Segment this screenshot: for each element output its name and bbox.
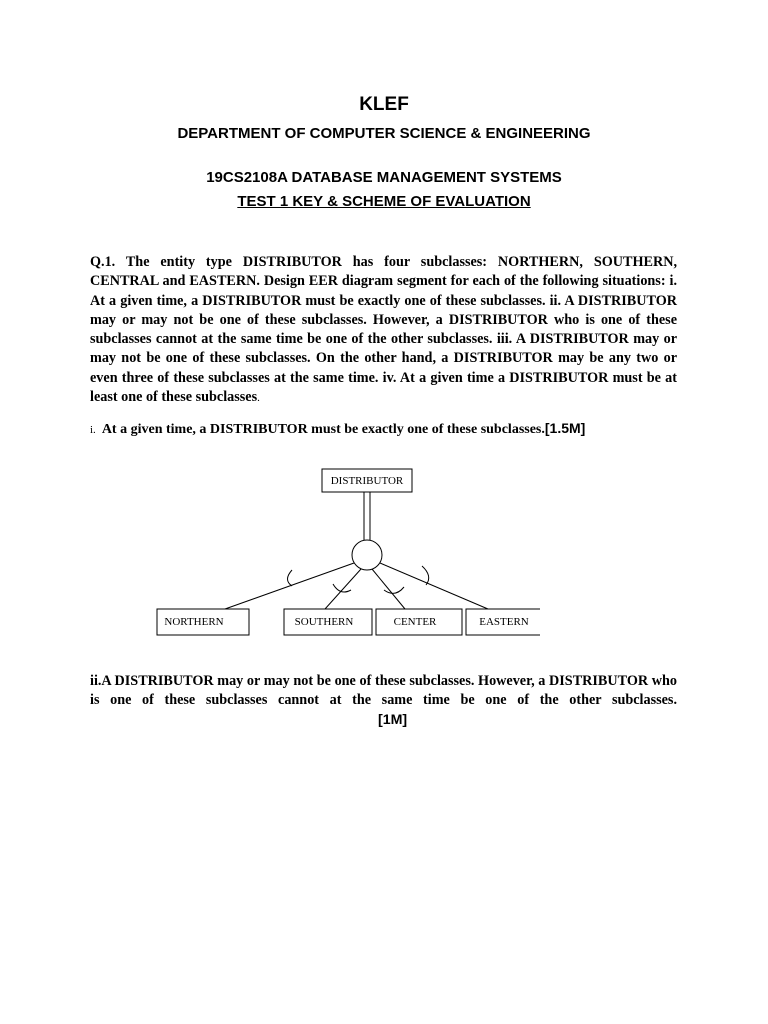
subclass-label-southern: SOUTHERN [294, 616, 354, 628]
subclass-label-northern: NORTHERN [164, 616, 224, 628]
specialization-circle [352, 540, 382, 570]
link-eastern [380, 563, 488, 609]
question-1-end: . [257, 392, 260, 405]
question-1 [90, 253, 677, 408]
superclass-label: DISTRIBUTOR [330, 475, 404, 487]
part-ii [90, 672, 677, 730]
part-i-marks: [1.5M] [544, 420, 586, 436]
subclass-label-center: CENTER [393, 616, 437, 628]
test-title: TEST 1 KEY & SCHEME OF EVALUATION [237, 193, 531, 210]
question-1-text: Q.1. The entity type DISTRIBUTOR has four subclasses: NORTHERN, SOUTHERN, CENTRAL and EASTERN. Design EER diagram segment for each of the following situations: i. At a given time, a DISTRIBUTOR must be exactly one of these subclasses. ii. A DISTRIBUTOR may or may not be one of these subclasses. However, a DISTRIBUTOR who is one of these subclasses cannot at the same time be one of the other subclasses. iii. A DISTRIBUTOR may or may not be one of these subclasses. On the other hand, a DISTRIBUTOR may be any two or even three of these subclasses at the same time. iv. At a given time a DISTRIBUTOR must be at least one of these subclasses [90, 254, 677, 406]
link-center [372, 569, 405, 609]
part-ii-marks: [1M] [378, 711, 408, 728]
course-title: 19CS2108A DATABASE MANAGEMENT SYSTEMS [206, 169, 562, 186]
link-southern [325, 569, 361, 609]
part-i-text: At a given time, a DISTRIBUTOR must be exactly one of these subclasses. [101, 422, 545, 437]
part-i-number: i. [90, 424, 96, 436]
eer-diagram [150, 462, 540, 642]
department-title: DEPARTMENT OF COMPUTER SCIENCE & ENGINEERING [177, 125, 591, 142]
part-i-heading [90, 420, 690, 438]
part-ii-text: ii.A DISTRIBUTOR may or may not be one of these subclasses. However, a DISTRIBUTOR who is one of these subclasses cannot at the same time be one of the other subclasses. [90, 673, 677, 709]
institution-title: KLEF [359, 94, 409, 115]
subclass-label-eastern: EASTERN [479, 616, 529, 628]
subset-arc-northern [288, 570, 293, 586]
